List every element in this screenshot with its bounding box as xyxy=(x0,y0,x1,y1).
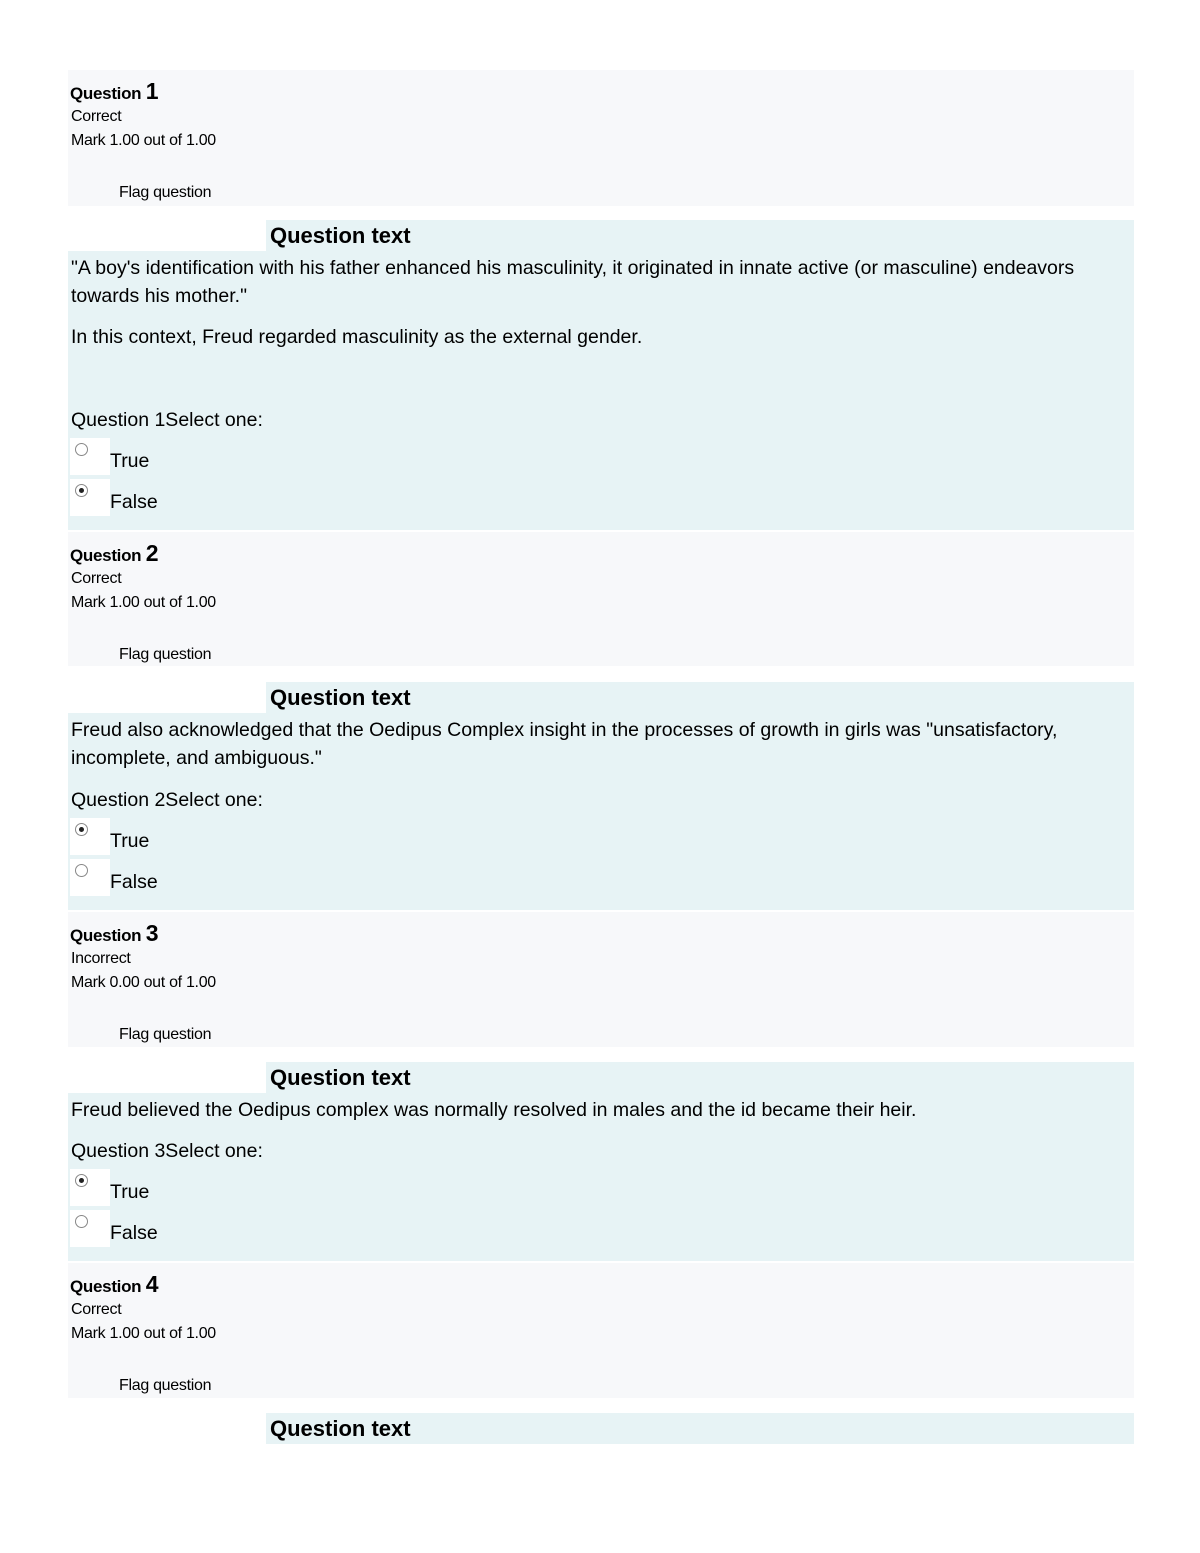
question-paragraph: In this context, Freud regarded masculinity as the external gender. xyxy=(71,326,643,348)
flag-question-link[interactable]: Flag question xyxy=(119,1026,212,1043)
question-mark: Mark 1.00 out of 1.00 xyxy=(71,1325,216,1342)
question-text-heading: Question text xyxy=(266,682,1134,713)
flag-question-link[interactable]: Flag question xyxy=(119,1377,212,1394)
select-one-prompt: Question 3Select one: xyxy=(71,1140,263,1162)
answer-option-false[interactable] xyxy=(70,859,270,899)
question-mark: Mark 1.00 out of 1.00 xyxy=(71,594,216,611)
question-content-3 xyxy=(68,1093,1134,1261)
question-paragraph: Freud believed the Oedipus complex was normally resolved in males and the id became their heir. xyxy=(71,1099,917,1121)
radio-button[interactable] xyxy=(75,864,88,877)
question-content-2 xyxy=(68,713,1134,910)
answer-label: False xyxy=(110,1222,158,1244)
question-number: Question 3 xyxy=(70,920,159,946)
question-info-3 xyxy=(68,912,1134,1047)
question-state: Incorrect xyxy=(71,950,131,967)
question-number: Question 1 xyxy=(70,78,159,104)
question-text-heading: Question text xyxy=(266,220,1134,251)
answer-option-true[interactable] xyxy=(70,1169,270,1209)
radio-button[interactable] xyxy=(75,1215,88,1228)
radio-button-checked[interactable] xyxy=(75,1174,88,1187)
question-info-1 xyxy=(68,70,1134,206)
question-mark: Mark 1.00 out of 1.00 xyxy=(71,132,216,149)
radio-button-checked[interactable] xyxy=(75,823,88,836)
radio-button-checked[interactable] xyxy=(75,484,88,497)
question-paragraph: "A boy's identification with his father enhanced his masculinity, it originated in innate active (or masculine) endeavors towards his mother." xyxy=(71,257,1075,307)
answer-label: True xyxy=(110,1181,150,1203)
question-mark: Mark 0.00 out of 1.00 xyxy=(71,974,216,991)
radio-button[interactable] xyxy=(75,443,88,456)
select-one-prompt: Question 2Select one: xyxy=(71,789,263,811)
question-paragraph: Freud also acknowledged that the Oedipus Complex insight in the processes of growth in girls was "unsatisfactory, incomplete, and ambiguous." xyxy=(71,719,1058,769)
answer-label: False xyxy=(110,491,158,513)
answer-option-true[interactable] xyxy=(70,438,270,478)
question-state: Correct xyxy=(71,570,122,587)
answer-label: False xyxy=(110,871,158,893)
question-number: Question 4 xyxy=(70,1271,159,1297)
question-state: Correct xyxy=(71,1301,122,1318)
question-info-2 xyxy=(68,532,1134,666)
question-info-4 xyxy=(68,1263,1134,1398)
question-content-1 xyxy=(68,251,1134,530)
answer-option-true[interactable] xyxy=(70,818,270,858)
question-text-heading: Question text xyxy=(266,1062,1134,1093)
select-one-prompt: Question 1Select one: xyxy=(71,409,263,431)
question-state: Correct xyxy=(71,108,122,125)
question-number: Question 2 xyxy=(70,540,159,566)
flag-question-link[interactable]: Flag question xyxy=(119,184,212,201)
answer-label: True xyxy=(110,830,150,852)
flag-question-link[interactable]: Flag question xyxy=(119,646,212,663)
question-text-heading: Question text xyxy=(266,1413,1134,1444)
answer-label: True xyxy=(110,450,150,472)
answer-option-false[interactable] xyxy=(70,1210,270,1250)
answer-option-false[interactable] xyxy=(70,479,270,519)
